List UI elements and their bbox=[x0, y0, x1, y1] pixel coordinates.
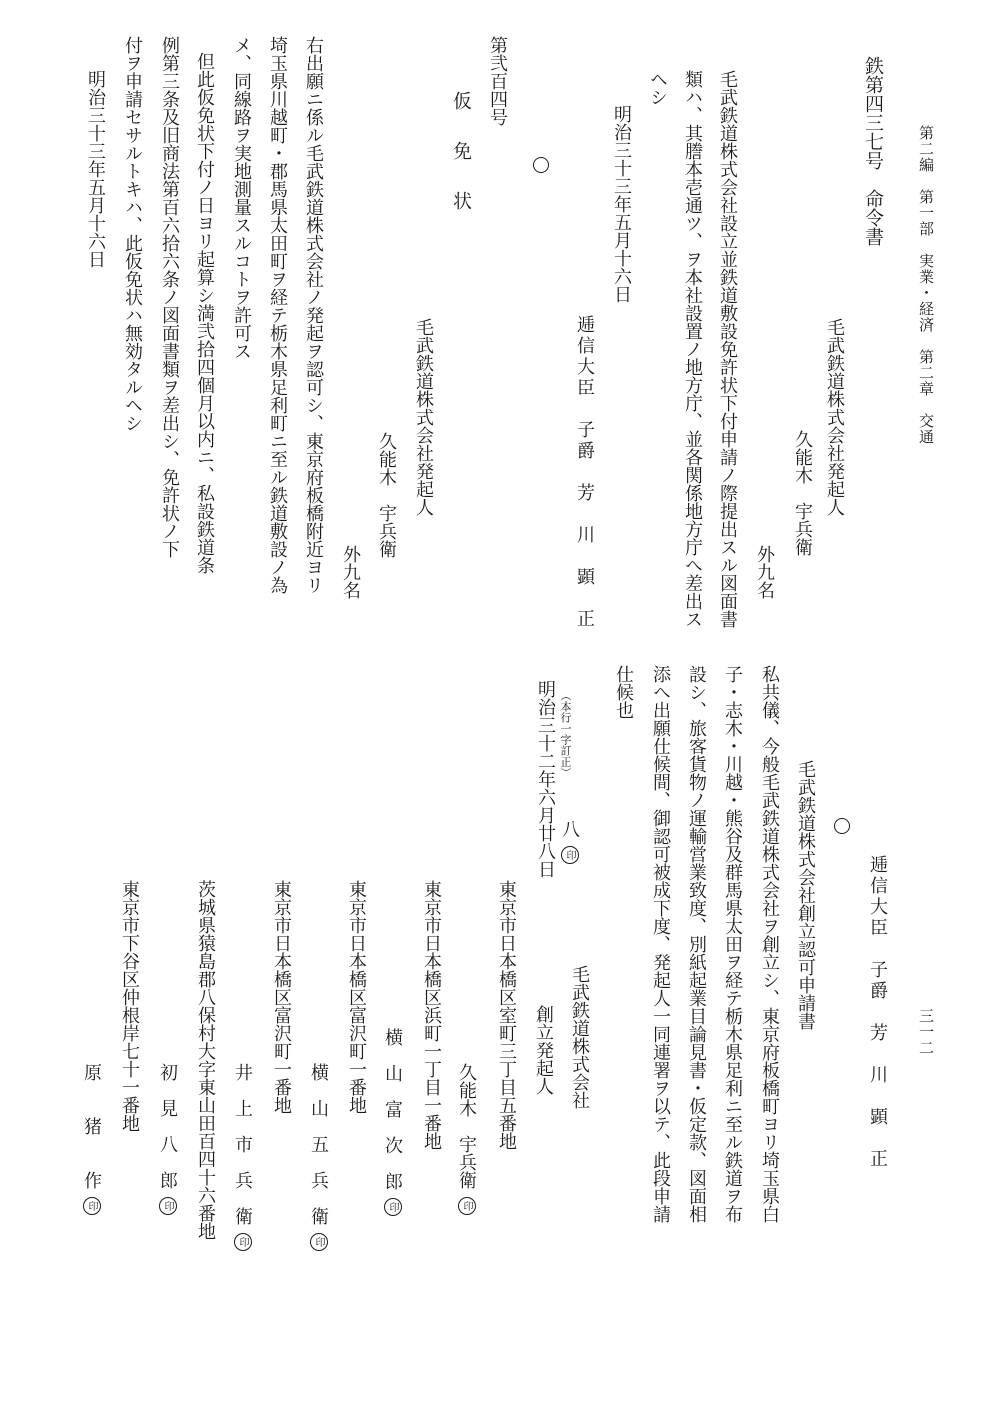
promoter-name-6 bbox=[82, 1063, 101, 1215]
running-header: 第二編 第一部 実業・経済 第二章 交通 bbox=[917, 125, 935, 445]
application-date-tail bbox=[560, 820, 579, 864]
application-body-line-1: 私共儀、今般毛武鉄道株式会社ヲ創立シ、東京府板橋町ヨリ埼玉県白 bbox=[759, 665, 780, 1223]
order-addressee: 毛武鉄道株式会社発起人 bbox=[824, 318, 845, 516]
license-body-line-2: 埼玉県川越町・郡馬県太田町ヲ経テ栃木県足利町ニ至ル鉄道敷設ノ為 bbox=[267, 36, 288, 594]
promoter-address-1: 東京市日本橋区室町三丁目五番地 bbox=[496, 880, 517, 1150]
seal-mark: 印 bbox=[384, 1198, 402, 1216]
application-title: 毛武鉄道株式会社創立認可申請書 bbox=[795, 760, 816, 1030]
license-body-line-3: メ、同線路ヲ実地測量スルコトヲ許可ス bbox=[231, 36, 252, 360]
seal-mark: 印 bbox=[83, 1197, 101, 1215]
promoter-name-text: 原 猪 作 bbox=[81, 1063, 102, 1189]
promoter-name-1 bbox=[457, 1063, 476, 1215]
seal-mark: 印 bbox=[310, 1233, 328, 1251]
promoter-address-4: 東京市日本橋区富沢町一番地 bbox=[271, 880, 292, 1114]
promoter-name-3 bbox=[309, 1063, 328, 1251]
license-body-line-6: 付ヲ申請セサルトキハ、此仮免状ハ無効タルヘシ bbox=[122, 36, 143, 432]
application-body-line-4: 添へ出願仕候間、御認可被成下度、発起人一同連署ヲ以テ、此段申請 bbox=[650, 665, 671, 1223]
promoter-name-text: 久能木 宇兵衛 bbox=[456, 1063, 477, 1189]
license-title: 仮 免 状 bbox=[450, 91, 472, 216]
promoter-address-6: 東京市下谷区仲根岸七十一番地 bbox=[119, 880, 140, 1132]
promoter-address-3: 東京市日本橋区富沢町一番地 bbox=[346, 880, 367, 1114]
promoter-address-5: 茨城県猿島郡八保村大字東山田百四十六番地 bbox=[195, 880, 216, 1240]
order-date: 明治三十三年五月十六日 bbox=[611, 105, 632, 303]
license-others: 外九名 bbox=[340, 545, 361, 599]
seal-mark: 印 bbox=[458, 1197, 476, 1215]
license-addressee: 毛武鉄道株式会社発起人 bbox=[413, 318, 434, 516]
promoter-address-2: 東京市日本橋区浜町一丁目一番地 bbox=[421, 880, 442, 1150]
license-body-line-5: 例第三条及旧商法第百六拾六条ノ図面書類ヲ差出シ、免許状ノ下 bbox=[159, 36, 180, 558]
license-body-line-1: 右出願ニ係ル毛武鉄道株式会社ノ発起ヲ認可シ、東京府板橋附近ヨリ bbox=[303, 36, 324, 594]
seal-mark: 印 bbox=[561, 846, 579, 864]
seal-mark: 印 bbox=[159, 1197, 177, 1215]
application-minister: 逓信大臣 子爵 芳 川 顕 正 bbox=[867, 855, 888, 1170]
license-name: 久能木 宇兵衛 bbox=[376, 432, 397, 558]
order-body-line-1: 毛武鉄道株式会社設立並鉄道敷設免許状下付申請ノ際提出スル図面書 bbox=[717, 70, 738, 628]
correction-note: （本行一字訂正） bbox=[559, 690, 572, 778]
application-date bbox=[536, 680, 554, 878]
promoter-name-4 bbox=[233, 1063, 252, 1251]
promoter-name-text: 井 上 市 兵 衛 bbox=[232, 1063, 253, 1225]
promoter-name-text: 横 山 五 兵 衛 bbox=[308, 1063, 329, 1225]
promoter-name-2 bbox=[383, 1028, 402, 1216]
license-body-line-4: 但此仮免状下付ノ日ヨリ起算シ満弐拾四個月以内ニ、私設鉄道条 bbox=[194, 52, 215, 574]
order-body-line-3: ヘシ bbox=[647, 70, 668, 106]
section-separator-mark bbox=[533, 157, 549, 173]
license-date: 明治三十三年五月十六日 bbox=[85, 70, 106, 268]
application-date-text: 明治三十二年六月廿八日 bbox=[535, 680, 556, 878]
order-heading: 鉄第四三七号 命令書 bbox=[862, 56, 884, 246]
application-body-line-3: 設シ、旅客貨物ノ運輸営業致度、別紙起業目論見書・仮定款、図面相 bbox=[686, 665, 707, 1223]
license-number: 第弐百四号 bbox=[487, 36, 508, 126]
seal-mark: 印 bbox=[234, 1233, 252, 1251]
promoter-name-5 bbox=[158, 1063, 177, 1215]
application-body-line-2: 子・志木・川越・熊谷及群馬県太田ヲ経テ栃木県足利ニ至ル鉄道ヲ布 bbox=[722, 665, 743, 1223]
order-name: 久能木 宇兵衛 bbox=[792, 430, 813, 556]
application-company: 毛武鉄道株式会社 bbox=[569, 965, 590, 1109]
date-tail-char: 八 bbox=[559, 820, 580, 838]
application-body-line-5: 仕候也 bbox=[613, 665, 634, 719]
order-signer: 逓信大臣 子爵 芳 川 顕 正 bbox=[574, 315, 595, 630]
promoter-name-text: 初 見 八 郎 bbox=[157, 1063, 178, 1189]
application-role: 創立発起人 bbox=[533, 1005, 554, 1095]
order-others: 外九名 bbox=[754, 545, 775, 599]
page-number: 三一二 bbox=[917, 1008, 935, 1056]
section-separator-mark-2 bbox=[834, 818, 850, 834]
order-body-line-2: 類ハ、其謄本壱通ツ、ヲ本社設置ノ地方庁、並各関係地方庁へ差出ス bbox=[682, 70, 703, 628]
promoter-name-text: 横 山 富 次 郎 bbox=[382, 1028, 403, 1190]
